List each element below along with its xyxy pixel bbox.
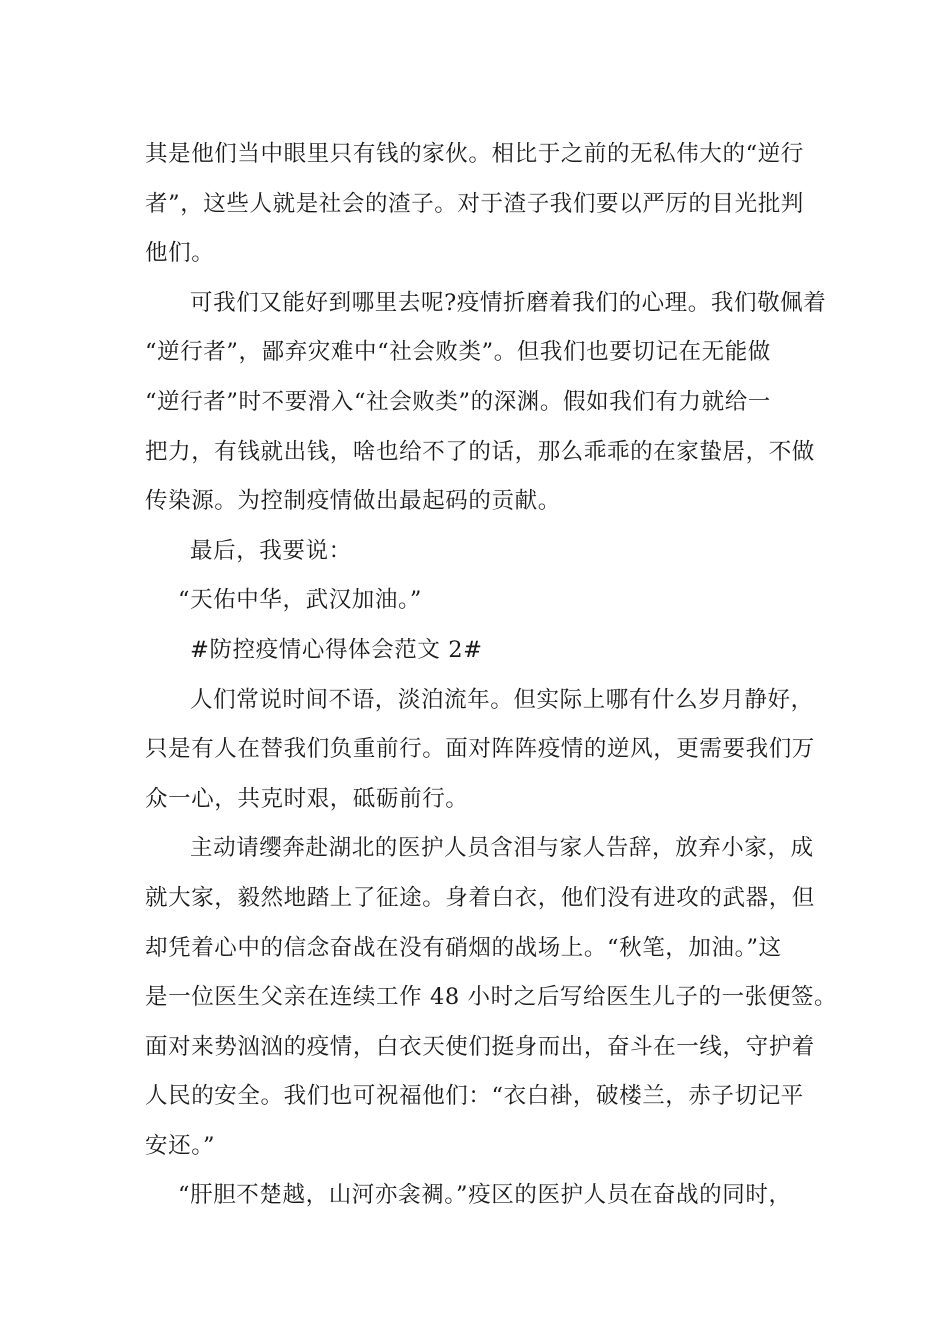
text-line: 他们。 xyxy=(145,240,215,267)
text-line: 众一心，共克时艰，砥砺前行。 xyxy=(145,785,469,812)
text-line: 者”，这些人就是社会的渣子。对于渣子我们要以严厉的目光批判 xyxy=(145,190,804,217)
text-line: “逆行者”时不要滑入“社会败类”的深渊。假如我们有力就给一 xyxy=(145,388,771,415)
text-line: 安还。” xyxy=(145,1132,216,1159)
quote-line: “天佑中华，武汉加油。” xyxy=(178,587,422,614)
paragraph-start-line: “肝胆不楚越，山河亦衾裯。”疫区的医护人员在奋战的同时， xyxy=(178,1182,792,1209)
section-heading: #防控疫情心得体会范文 2# xyxy=(190,636,483,663)
text-line: 面对来势汹汹的疫情，白衣天使们挺身而出，奋斗在一线，守护着 xyxy=(145,1033,815,1060)
text-line: “逆行者”，鄙弃灾难中“社会败类”。但我们也要切记在无能做 xyxy=(145,339,771,366)
text-line: 其是他们当中眼里只有钱的家伙。相比于之前的无私伟大的“逆行 xyxy=(145,141,804,167)
text-line: 是一位医生父亲在连续工作 48 小时之后写给医生儿子的一张便签。 xyxy=(145,984,838,1011)
paragraph-start-line: 主动请缨奔赴湖北的医护人员含泪与家人告辞，放弃小家，成 xyxy=(190,835,814,862)
text-line: 却凭着心中的信念奋战在没有硝烟的战场上。“秋笔，加油。”这 xyxy=(145,934,782,961)
text-line: 就大家，毅然地踏上了征途。身着白衣，他们没有进攻的武器，但 xyxy=(145,884,815,911)
text-line: 人民的安全。我们也可祝福他们：“衣白褂，破楼兰，赤子切记平 xyxy=(145,1083,804,1110)
paragraph-start-line: 最后，我要说： xyxy=(190,537,352,564)
paragraph-start-line: 可我们又能好到哪里去呢?疫情折磨着我们的心理。我们敬佩着 xyxy=(190,289,827,316)
text-line: 传染源。为控制疫情做出最起码的贡献。 xyxy=(145,488,561,515)
body-text xyxy=(145,130,838,1221)
text-line: 把力，有钱就出钱，啥也给不了的话，那么乖乖的在家蛰居，不做 xyxy=(145,438,815,465)
paragraph-start-line: 人们常说时间不语，淡泊流年。但实际上哪有什么岁月静好， xyxy=(190,686,814,713)
text-line: 只是有人在替我们负重前行。面对阵阵疫情的逆风，更需要我们万 xyxy=(145,736,815,763)
